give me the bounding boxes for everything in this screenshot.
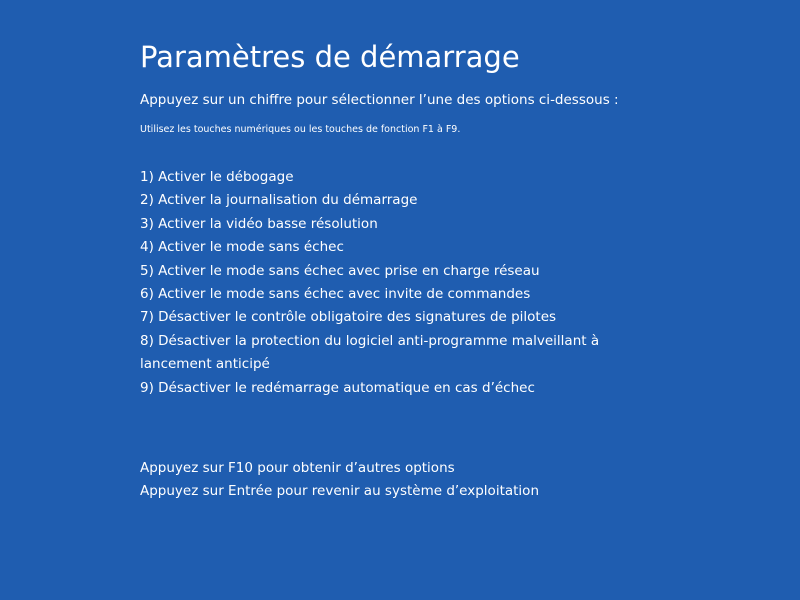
option-disable-automatic-restart[interactable]: 9) Désactiver le redémarrage automatique en cas d’échec: [140, 379, 535, 396]
instruction-text: Appuyez sur un chiffre pour sélectionner l’une des options ci-dessous :: [140, 92, 619, 108]
startup-settings-content: [140, 38, 740, 400]
option-enable-safe-mode-networking[interactable]: 5) Activer le mode sans échec avec prise en charge réseau: [140, 262, 540, 279]
option-disable-early-launch-antimalware[interactable]: 8) Désactiver la protection du logiciel anti-programme malveillant à lancement anticipé: [140, 332, 600, 373]
keys-hint-text: Utilisez les touches numériques ou les touches de fonction F1 à F9.: [140, 124, 461, 135]
option-enable-safe-mode-command-prompt[interactable]: 6) Activer le mode sans échec avec invite de commandes: [140, 286, 531, 303]
option-enable-debugging[interactable]: 1) Activer le débogage: [140, 169, 294, 185]
return-to-os-instruction[interactable]: Appuyez sur Entrée pour revenir au système d’exploitation: [140, 483, 539, 500]
page-title: Paramètres de démarrage: [140, 40, 520, 74]
option-disable-driver-signature-enforcement[interactable]: 7) Désactiver le contrôle obligatoire des signatures de pilotes: [140, 309, 557, 326]
more-options-instruction[interactable]: Appuyez sur F10 pour obtenir d’autres options: [140, 460, 455, 476]
option-enable-low-resolution-video[interactable]: 3) Activer la vidéo basse résolution: [140, 215, 378, 232]
option-enable-boot-logging[interactable]: 2) Activer la journalisation du démarrage: [140, 192, 418, 209]
option-enable-safe-mode[interactable]: 4) Activer le mode sans échec: [140, 239, 344, 256]
startup-options-list: [140, 166, 740, 400]
footer-instructions: [140, 457, 740, 504]
